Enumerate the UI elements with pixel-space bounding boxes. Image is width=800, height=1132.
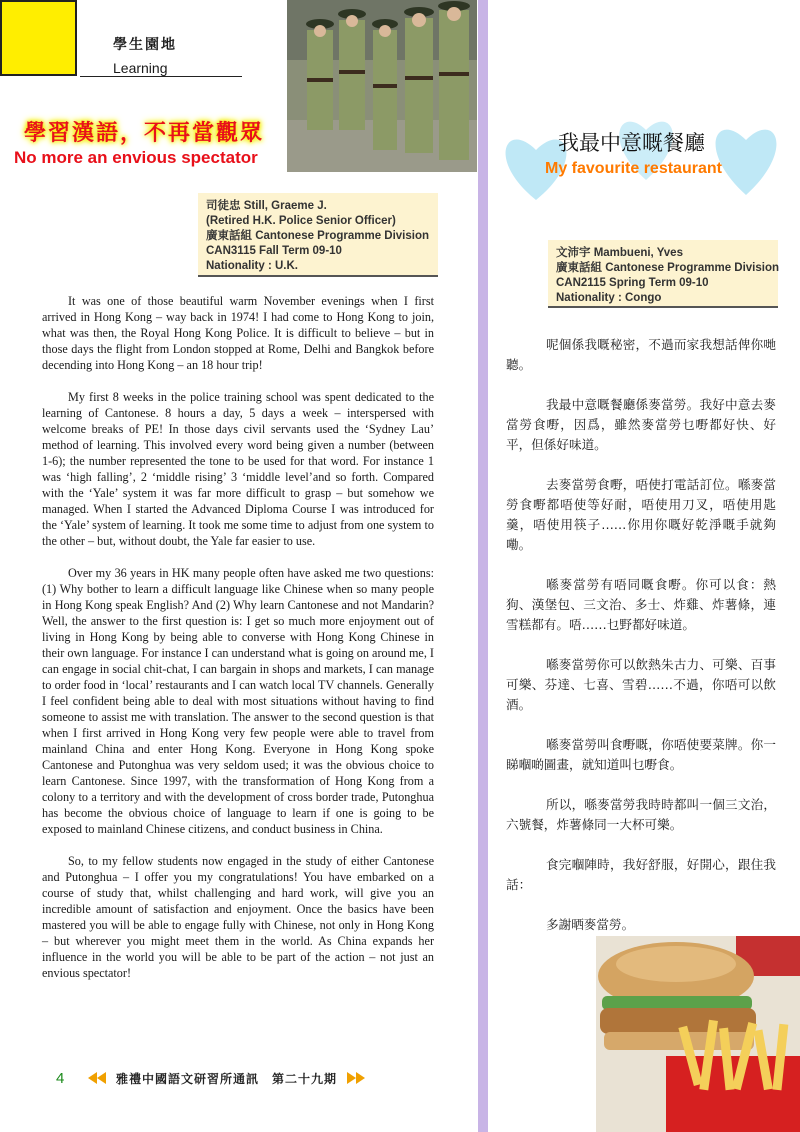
left-article-title-en: No more an envious spectator: [14, 148, 258, 167]
right-article-body: [506, 335, 776, 955]
burger-and-fries-photo: [596, 936, 800, 1132]
author-name-line: [206, 199, 430, 214]
arrow-left-icon: [88, 1072, 106, 1084]
paragraph: My first 8 weeks in the police training school was spent dedicated to the learning of Cantonese. 8 hours a day, 5 days a week – interspersed with welcome breaks of PE! In those days civil servants used the ‘Sydney Lau’ method of learning. This involved every word being given a number (between 1-6); the number represented the tone to be used for that word. For instance 1 was ‘high falling’, 2 ‘middle rising’ 3 ‘middle level’and so forth. Compared with the ‘Yale’ system it was far more difficult to grasp – but somehow we managed. When I started the Advanced Diploma Course I was introduced for the ‘Yale’ system of learning. It took me some time to adjust from one system to the other – but, without doubt, the Yale far easier to use.: [42, 390, 434, 548]
author-course: CAN2115 Spring Term 09-10: [556, 277, 709, 289]
author-division: 廣東話組 Cantonese Programme Division: [206, 230, 430, 242]
paragraph: 喺麥當勞有唔同嘅食嘢。你可以食：熱狗、漢堡包、三文治、多士、炸雞、炸薯條，連雪糕都有。唔……乜野都好味道。: [506, 577, 776, 632]
paragraph: 食完嗰陣時，我好舒服，好開心，跟住我話：: [506, 857, 776, 892]
author-course: CAN3115 Fall Term 09-10: [206, 245, 342, 257]
paragraph: 喺麥當勞叫食嘢嘅，你唔使要菜牌。你一睇嗰啲圖畫，就知道叫乜嘢食。: [506, 737, 776, 772]
author-name-zh: 文沛宇: [556, 247, 591, 259]
paragraph: 多謝晒麥當勞。: [546, 917, 635, 932]
publication-name: 雅禮中國語文研習所通訊 第二十九期: [116, 1071, 338, 1086]
left-author-box: [198, 193, 438, 277]
author-name-zh: 司徒忠: [206, 200, 241, 212]
paragraph: 所以，喺麥當勞我時時都叫一個三文治，六號餐，炸薯條同一大杯可樂。: [506, 797, 776, 832]
left-article-title-zh: 學習漢語，不再當觀眾: [24, 120, 265, 146]
left-article-body: [42, 293, 434, 997]
section-underline: [80, 76, 242, 77]
police-parade-photo: [287, 0, 477, 172]
author-nationality: Nationality : U.K.: [206, 260, 299, 272]
author-role: (Retired H.K. Police Senior Officer): [206, 215, 396, 227]
section-title-zh: 學生園地: [113, 37, 177, 53]
arrow-right-icon: [347, 1072, 365, 1084]
author-name-en: Mambueni, Yves: [590, 247, 683, 259]
paragraph: 我最中意嘅餐廳係麥當勞。我好中意去麥當勞食嘢，因爲，雖然麥當勞乜嘢都好快、好平，但係好味道。: [506, 397, 776, 452]
paragraph: It was one of those beautiful warm November evenings when I first arrived in Hong Kong – way back in 1974! I had come to Hong Kong to join, what was then, the Royal Hong Kong Police. It is difficult to believe – but in those days the flight from London stopped at Rome, Delhi and Bangkok before decending into Hong Kong – an 18 hour trip!: [42, 294, 434, 372]
page-footer: [56, 1068, 375, 1088]
right-article-title-zh: 我最中意嘅餐廳: [558, 131, 705, 155]
page-number: 4: [56, 1069, 65, 1087]
paragraph: 去麥當勞食嘢，唔使打電話訂位。喺麥當勞食嘢都唔使等好耐，唔使用刀叉，唔使用匙羹，唔使用筷子……你用你嘅好乾淨嘅手就夠嘞。: [506, 477, 776, 552]
author-name-en: Still, Graeme J.: [240, 200, 327, 212]
section-title-en: Learning: [113, 60, 168, 76]
author-division: 廣東話組 Cantonese Programme Division: [556, 262, 780, 274]
author-name-line: [556, 246, 770, 261]
paragraph: 喺麥當勞你可以飲熱朱古力、可樂、百事可樂、芬達、七喜、雪碧……不過，你唔可以飲酒。: [506, 657, 776, 712]
paragraph: Over my 36 years in HK many people often have asked me two questions: (1) Why bother to learn a difficult language like Chinese when so many people in Hong Kong speak English? And (2) Why learn Cantonese and not Mandarin? Well, the answer to the first question is: I get so much more enjoyment out of living in Hong Kong by being able to converse with Hong Kong Chinese in their own language. For instance I can understand what is going on around me, I can engage in social chit-chat, I can bargain in shops and markets, I can manage to order food in ‘local’ restaurants and I can watch local TV channels. Generally I feel confident being able to deal with most situations without having to find someone to assist me with translation. The answer to the second question is that when I first arrived in Hong Kong very few people were able to travel from mainland China and enter Hong Kong. Everyone in Hong Kong spoke Cantonese and Putonghua was very seldom used; it was the obvious choice to learn Cantonese. Since 1997, with the transformation of Hong Kong from a colony to a territory and with the development of cross border trade, Putonghua has become the obvious choice of language to learn if one is going to be exposed to mainland Chinese citizens, and conduct business in China.: [42, 566, 434, 836]
author-nationality: Nationality : Congo: [556, 292, 662, 304]
column-divider: [478, 0, 488, 1132]
paragraph: 呢個係我嘅秘密，不過而家我想話俾你哋聽。: [506, 337, 776, 372]
paragraph: So, to my fellow students now engaged in the study of either Cantonese and Putonghua – I offer you my congratulations! You have embarked on a course of study that, whilst challenging and hard work, will give you an incredible amount of satisfaction and enjoyment. Once the basics have been mastered you will be able to engage fully with Chinese, not only in Hong Kong – but wherever you might meet them in the world. As China expands her influence in the world you will be able to be part of the action – not just an envious spectator!: [42, 854, 434, 980]
yellow-color-block: [0, 0, 77, 76]
right-author-box: [548, 240, 778, 308]
right-article-title-en: My favourite restaurant: [545, 160, 722, 177]
